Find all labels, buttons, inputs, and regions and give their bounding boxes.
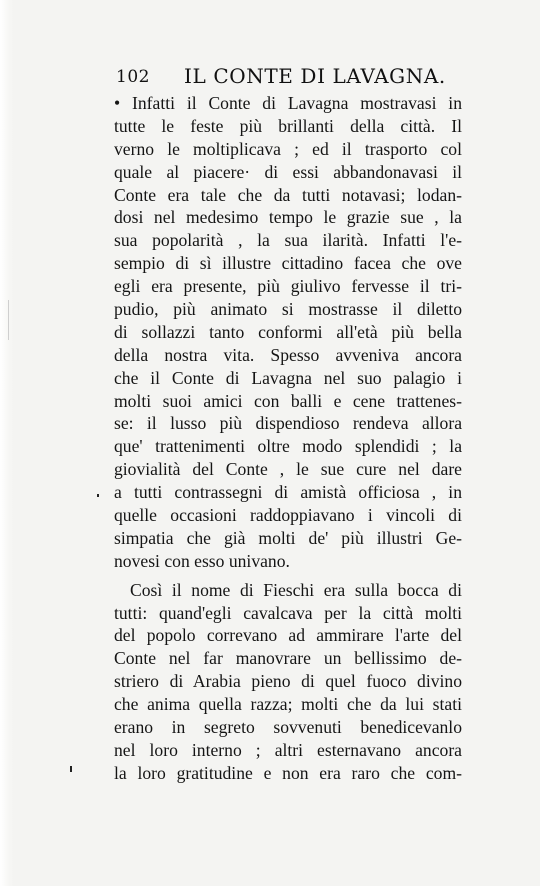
text-line: di sollazzi tanto conformi all'età più bella [114,321,462,342]
text-line: che il Conte di Lavagna nel suo palagio i [114,367,462,388]
text-line: quelle occasioni raddoppiavano i vincoli di [114,505,462,526]
text-line: giovialità del Conte , le sue cure nel dare [114,459,462,480]
text-line: Così il nome di Fieschi era sulla bocca di [130,579,462,600]
margin-speck [97,494,99,497]
page-header [116,64,460,92]
text-line: che anima quella razza; molti che da lui stati [114,694,462,715]
text-line: quale al piacere· di essi abbandonavasi il [114,161,462,182]
text-line: novesi con esso univano. [114,550,290,571]
text-line: molti suoi amici con balli e cene trattenes- [114,390,462,411]
paragraph [114,579,462,785]
text-line: tutti: quand'egli cavalcava per la città molti [114,602,462,623]
text-line: striero di Arabia pieno di quel fuoco divino [114,671,462,692]
running-title: IL CONTE DI LAVAGNA. [184,64,446,88]
text-line: del popolo correvano ad ammirare l'arte del [114,625,462,646]
paragraph [114,92,462,573]
page-number: 102 [116,67,150,87]
text-line: tutte le feste più brillanti della città. Il [114,115,462,136]
text-line: a tutti contrassegni di amistà officiosa , in [114,482,462,503]
text-line: • Infatti il Conte di Lavagna mostravasi in [114,93,462,113]
text-line: que' trattenimenti oltre modo splendidi ; la [114,436,462,457]
text-line: Conte era tale che da tutti notavasi; lodan- [114,184,462,205]
text-line: Conte nel far manovrare un bellissimo de- [114,648,462,669]
margin-speck [70,766,72,772]
text-line: sempio di sì illustre cittadino facea che ove [114,253,462,274]
text-line: della nostra vita. Spesso avveniva ancora [114,344,462,365]
text-body [114,92,462,785]
text-line: se: il lusso più dispendioso rendeva allora [114,413,462,434]
text-line: erano in segreto sovvenuti benedicevanlo [114,717,462,738]
text-line: dosi nel medesimo tempo le grazie sue , la [114,207,462,228]
text-line: verno le moltiplicava ; ed il trasporto col [114,138,462,159]
margin-speck [8,300,9,340]
text-line: egli era presente, più giulivo fervesse il tri- [114,276,462,297]
text-line: pudio, più animato si mostrasse il diletto [114,299,462,320]
page-edge-shadow [0,0,14,886]
text-line: nel loro interno ; altri esternavano ancora [114,739,462,760]
text-line: sua popolarità , la sua ilarità. Infatti l'e- [114,230,462,251]
text-line: la loro gratitudine e non era raro che com- [114,762,462,783]
text-line: simpatia che già molti de' più illustri Ge- [114,527,462,548]
